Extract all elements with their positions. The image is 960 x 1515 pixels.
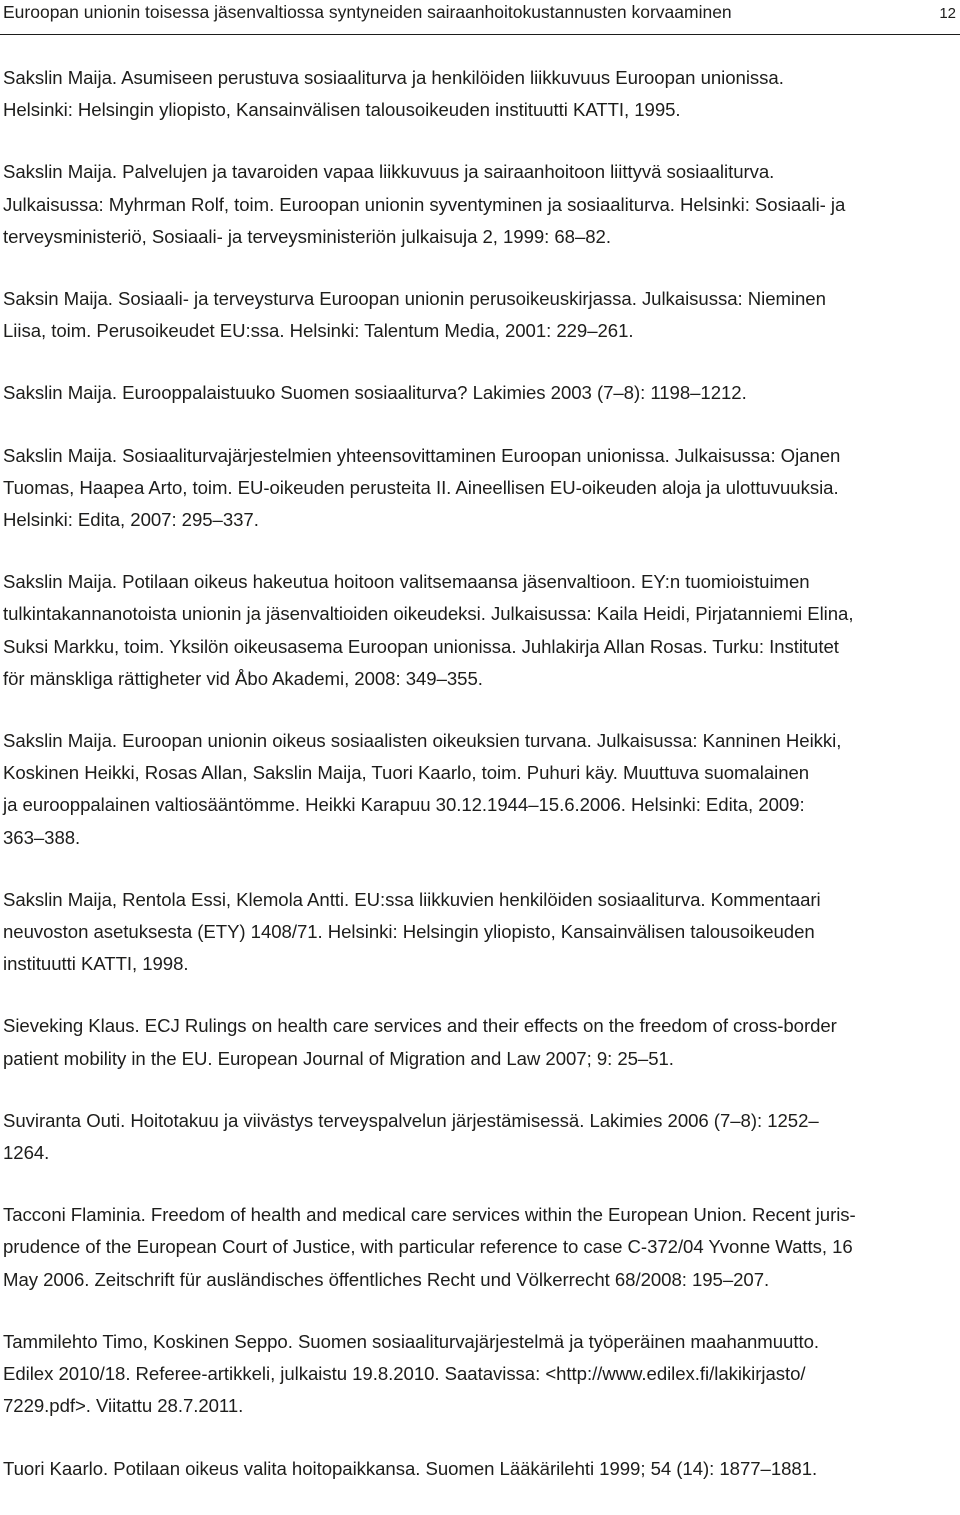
running-header-title: Euroopan unionin toisessa jäsenvaltiossa syntyneiden sairaanhoitokustannusten korvaaminen xyxy=(3,2,732,22)
reference-entry: Tacconi Flaminia. Freedom of health and medical care services within the European Union. Recent juris- prudence of the European Court of Justice, with particular reference to case C-372/04 Yvonne Watts, 16 May 2006. Zeitschrift für ausländisches öffentliches Recht und Völkerrecht 68/2008: 195–207. xyxy=(3,1204,856,1290)
reference-entry: Sakslin Maija. Euroopan unionin oikeus sosiaalisten oikeuksien turvana. Julkaisussa: Kanninen Heikki, Koskinen Heikki, Rosas Allan, Sakslin Maija, Tuori Kaarlo, toim. Puhuri käy. Muuttuva suomalainen ja eurooppalainen valtiosääntömme. Heikki Karapuu 30.12.1944–15.6.2006. Helsinki: Edita, 2009: 363–388. xyxy=(3,730,842,848)
reference-entry: Suviranta Outi. Hoitotakuu ja viivästys terveyspalvelun järjestämisessä. Lakimies 2006 (7–8): 1252– 1264. xyxy=(3,1109,819,1164)
reference-entry: Sakslin Maija. Sosiaaliturvajärjestelmien yhteensovittaminen Euroopan unionissa. Julkaisussa: Ojanen Tuomas, Haapea Arto, toim. EU-oikeuden perusteita II. Aineellisen EU-oikeuden aloja ja ulottuvuuksia. Helsinki: Edita, 2007: 295–337. xyxy=(3,444,841,531)
page-number: 12 xyxy=(939,5,956,22)
reference-entry: Sakslin Maija. Asumiseen perustuva sosiaaliturva ja henkilöiden liikkuvuus Euroopan unionissa. Helsinki: Helsingin yliopisto, Kansainvälisen talousoikeuden instituutti KATTI, 1995. xyxy=(3,67,784,121)
reference-entry: Saksin Maija. Sosiaali- ja terveysturva Euroopan unionin perusoikeuskirjassa. Julkaisussa: Nieminen Liisa, toim. Perusoikeudet EU:ssa. Helsinki: Talentum Media, 2001: 229–261. xyxy=(3,288,826,342)
page-header xyxy=(0,0,960,30)
reference-entry: Sakslin Maija. Palvelujen ja tavaroiden vapaa liikkuvuus ja sairaanhoitoon liittyvä sosiaaliturva. Julkaisussa: Myhrman Rolf, toim. Euroopan unionin syventyminen ja sosiaaliturva. Helsinki: Sosiaali- ja terveysministeriö, Sosiaali- ja terveysministeriön julkaisuja 2, 1999: 68–82. xyxy=(3,161,846,247)
reference-entry: Tuori Kaarlo. Potilaan oikeus valita hoitopaikkansa. Suomen Lääkärilehti 1999; 54 (14): 1877–1881. xyxy=(3,1457,818,1479)
header-divider xyxy=(0,34,960,35)
reference-entry: Sakslin Maija. Eurooppalaistuuko Suomen sosiaaliturva? Lakimies 2003 (7–8): 1198–1212. xyxy=(3,382,747,404)
reference-list xyxy=(3,62,955,1515)
reference-entry: Sakslin Maija, Rentola Essi, Klemola Antti. EU:ssa liikkuvien henkilöiden sosiaaliturva. Kommentaari neuvoston asetuksesta (ETY) 1408/71. Helsinki: Helsingin yliopisto, Kansainvälisen talousoikeuden instituutti KATTI, 1998. xyxy=(3,888,821,975)
reference-entry: Sieveking Klaus. ECJ Rulings on health care services and their effects on the freedom of cross-border patient mobility in the EU. European Journal of Migration and Law 2007; 9: 25–51. xyxy=(3,1015,837,1069)
reference-entry: Sakslin Maija. Potilaan oikeus hakeutua hoitoon valitsemaansa jäsenvaltioon. EY:n tuomioistuimen tulkintakannanotoista unionin ja jäsenvaltioiden oikeudeksi. Julkaisussa: Kaila Heidi, Pirjatanniemi Elina, Suksi Markku, toim. Yksilön oikeusasema Euroopan unionissa. Juhlakirja Allan Rosas. Turku: Institutet för mänskliga rättigheter vid Åbo Akademi, 2008: 349–355. xyxy=(3,571,854,689)
reference-entry: Tammilehto Timo, Koskinen Seppo. Suomen sosiaaliturvajärjestelmä ja työperäinen maahanmuutto. Edilex 2010/18. Referee-artikkeli, julkaistu 19.8.2010. Saatavissa: <http://www.edilex.fi/lakikirjasto/ 7229.pdf>. Viitattu 28.7.2011. xyxy=(3,1330,819,1417)
